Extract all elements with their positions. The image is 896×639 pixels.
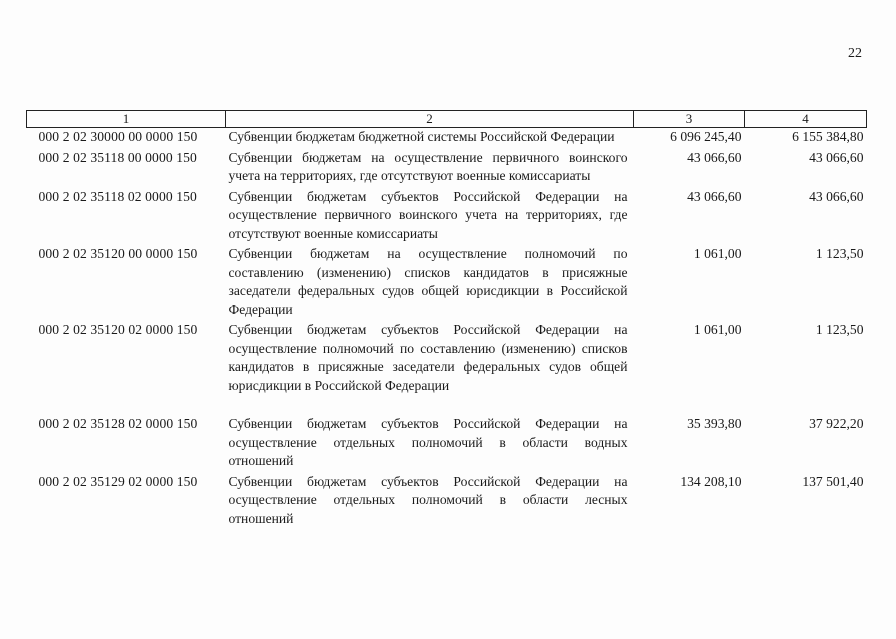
- row-description: Субвенции бюджетам субъектов Российской Федерации на осуществление первичного воинского учета на территориях, где отсутствуют военные комиссариаты: [228, 188, 628, 241]
- row-description: Субвенции бюджетам субъектов Российской Федерации на осуществление полномочий по составлению (изменению) списков кандидатов в присяжные заседатели федеральных судов общей юрисдикции в Российской Федерации: [228, 322, 628, 393]
- budget-table: [26, 110, 867, 530]
- page-number: 22: [848, 46, 862, 61]
- value-column-4: 6 155 384,80: [792, 129, 864, 144]
- table-row: [27, 128, 867, 149]
- table-row: [27, 149, 867, 188]
- budget-code: 000 2 02 35129 02 0000 150: [38, 473, 198, 489]
- spacer-row: [27, 397, 867, 415]
- table-header: [27, 111, 867, 128]
- value-column-4: 1 123,50: [815, 246, 864, 261]
- value-column-3: 43 066,60: [687, 149, 742, 165]
- value-column-3: 134 208,10: [680, 473, 742, 489]
- table-row: [27, 321, 867, 397]
- column-header-4: 4: [745, 111, 867, 128]
- column-header-2: 2: [226, 111, 634, 128]
- value-column-3: 6 096 245,40: [670, 129, 742, 144]
- value-column-4: 43 066,60: [809, 149, 864, 165]
- table-row: [27, 245, 867, 321]
- budget-code: 000 2 02 35120 02 0000 150: [38, 322, 198, 337]
- table-row: [27, 415, 867, 473]
- budget-code: 000 2 02 35120 00 0000 150: [38, 246, 198, 261]
- value-column-3: 43 066,60: [687, 188, 742, 204]
- value-column-4: 137 501,40: [802, 473, 864, 489]
- row-description: Субвенции бюджетам субъектов Российской Федерации на осуществление отдельных полномочий в области лесных отношений: [228, 473, 628, 526]
- row-description: Субвенции бюджетам на осуществление полномочий по составлению (изменению) списков кандидатов в присяжные заседатели федеральных судов общей юрисдикции в Российской Федерации: [228, 246, 628, 317]
- budget-code: 000 2 02 35128 02 0000 150: [38, 416, 198, 431]
- value-column-3: 1 061,00: [693, 246, 742, 261]
- value-column-4: 43 066,60: [809, 188, 864, 204]
- row-description: Субвенции бюджетам бюджетной системы Российской Федерации: [228, 129, 615, 144]
- budget-code: 000 2 02 35118 02 0000 150: [38, 188, 197, 204]
- budget-code: 000 2 02 35118 00 0000 150: [38, 149, 197, 165]
- table-row: [27, 473, 867, 531]
- row-description: Субвенции бюджетам на осуществление первичного воинского учета на территориях, где отсутствуют военные комиссариаты: [228, 149, 628, 183]
- row-description: Субвенции бюджетам субъектов Российской Федерации на осуществление отдельных полномочий в области водных отношений: [228, 416, 628, 468]
- value-column-4: 37 922,20: [809, 416, 864, 431]
- column-header-1: 1: [27, 111, 226, 128]
- value-column-3: 35 393,80: [687, 416, 742, 431]
- table-row: [27, 188, 867, 246]
- budget-code: 000 2 02 30000 00 0000 150: [38, 129, 198, 144]
- value-column-4: 1 123,50: [815, 322, 864, 337]
- value-column-3: 1 061,00: [693, 322, 742, 337]
- column-header-3: 3: [634, 111, 745, 128]
